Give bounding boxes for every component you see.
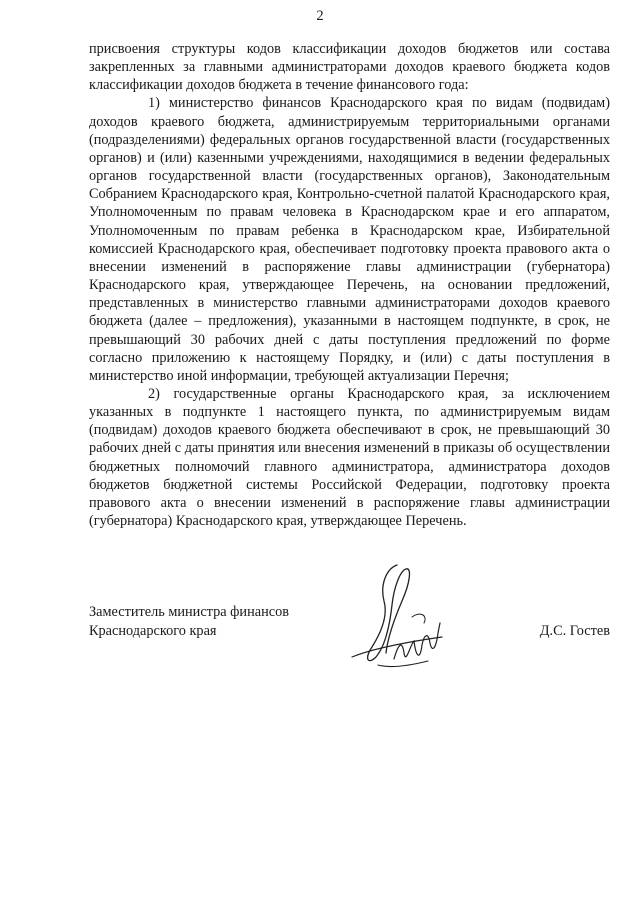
signer-title-line-2: Краснодарского края <box>89 623 217 639</box>
handwritten-signature <box>342 561 452 677</box>
signature-block <box>89 603 610 703</box>
paragraph-continuation: присвоения структуры кодов классификации доходов бюджетов или состава закрепленных за главными администраторами доходов краевого бюджета кодов классификации доходов бюджета в течение финансового года: <box>89 41 610 94</box>
signer-title-line-1: Заместитель министра финансов <box>89 604 289 620</box>
page-number: 2 <box>316 8 324 24</box>
signer-name: Д.С. Гостев <box>539 623 610 639</box>
paragraph-item-2: 2) государственные органы Краснодарского края, за исключением указанных в подпункте 1 настоящего пункта, по администрируемым видам (подвидам) доходов краевого бюджета обеспечивают в срок, не превышающий 30 рабочих дней с даты принятия или внесения изменений в приказы об осуществлении бюджетных полномочий главного администратора, администратора доходов бюджетов бюджетной системы Российской Федерации, подготовку проекта правового акта о внесении изменений в распоряжение главы администрации (губернатора) Краснодарского края, утверждающее Перечень. <box>89 385 610 530</box>
signer-title <box>89 603 289 641</box>
paragraph-item-1: 1) министерство финансов Краснодарского края по видам (подвидам) доходов краевого бюджета, администрируемым территориальными органами (подразделениями) федеральных органов государственной власти (государственных органов) и (или) казенными учреждениями, находящимися в ведении федеральных органов государственной власти (государственных органов), Законодательным Собранием Краснодарского края, Контрольно-счетной палатой Краснодарского края, Уполномоченным по правам человека в Краснодарском крае и его аппаратом, Уполномоченным по правам ребенка в Краснодарском крае, Избирательной комиссией Краснодарского края, обеспечивает подготовку проекта правового акта о внесении изменений в распоряжение главы администрации (губернатора) Краснодарского края, утверждающее Перечень, на основании предложений, представленных в министерство главными администраторами доходов краевого бюджета (далее – предложения), указанными в настоящем подпункте, в срок, не превышающий 30 рабочих дней с даты поступления предложений по форме согласно приложению к настоящему Порядку, и (или) с даты поступления в министерство иной информации, требующей актуализации Перечня; <box>89 95 610 384</box>
document-body <box>89 40 610 530</box>
